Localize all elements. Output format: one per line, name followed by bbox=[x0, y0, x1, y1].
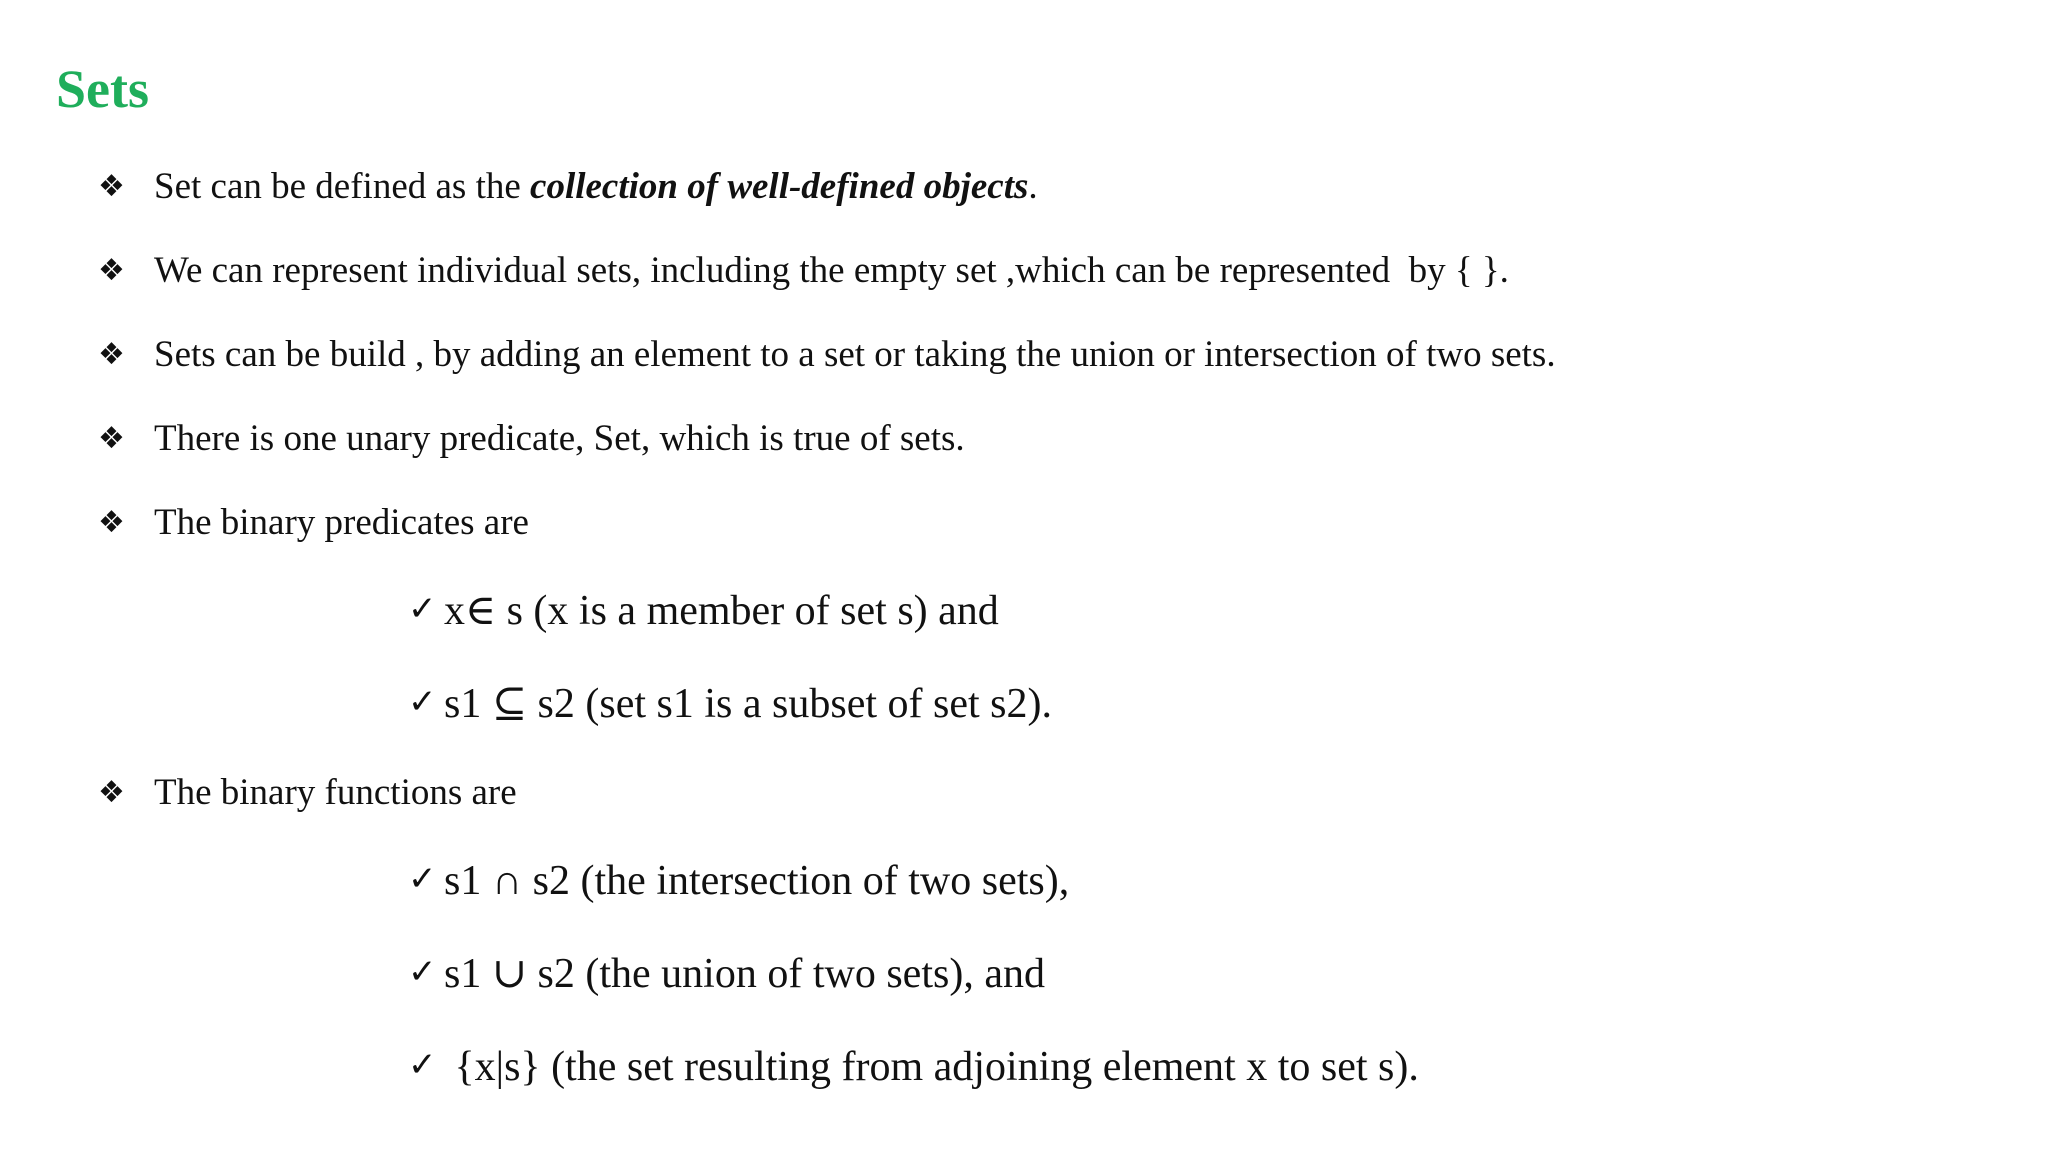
function-text: s1 ∩ s2 (the intersection of two sets), bbox=[444, 858, 1070, 904]
bullet-text: There is one unary predicate, Set, which is true of sets. bbox=[154, 418, 965, 459]
function-text: {x|s} (the set resulting from adjoining element x to set s). bbox=[444, 1044, 1419, 1090]
bullet-text: Set can be defined as the bbox=[154, 166, 531, 207]
diamond-bullet-icon: ❖ bbox=[98, 253, 125, 288]
predicate-text: s1 ⊆ s2 (set s1 is a subset of set s2). bbox=[444, 681, 1052, 727]
bullet-item bbox=[98, 168, 1038, 205]
diamond-bullet-icon: ❖ bbox=[98, 505, 125, 540]
bullet-item bbox=[98, 774, 517, 811]
checkmark-icon: ✓ bbox=[408, 952, 437, 992]
checkmark-icon: ✓ bbox=[408, 1045, 437, 1085]
diamond-bullet-icon: ❖ bbox=[98, 169, 125, 204]
predicate-item bbox=[408, 590, 999, 632]
bullet-text-end: . bbox=[1028, 166, 1038, 207]
checkmark-icon: ✓ bbox=[408, 859, 437, 899]
bullet-item bbox=[98, 336, 1556, 373]
bullet-item bbox=[98, 420, 965, 457]
diamond-bullet-icon: ❖ bbox=[98, 421, 125, 456]
function-item bbox=[408, 860, 1069, 902]
diamond-bullet-icon: ❖ bbox=[98, 337, 125, 372]
function-item bbox=[408, 1046, 1419, 1088]
bullet-item bbox=[98, 504, 529, 541]
diamond-bullet-icon: ❖ bbox=[98, 775, 125, 810]
function-text: s1 ∪ s2 (the union of two sets), and bbox=[444, 951, 1045, 997]
checkmark-icon: ✓ bbox=[408, 682, 437, 722]
predicate-text: x∈ s (x is a member of set s) and bbox=[444, 588, 999, 634]
bullet-text: The binary functions are bbox=[154, 772, 517, 813]
checkmark-icon: ✓ bbox=[408, 589, 437, 629]
bullet-text: The binary predicates are bbox=[154, 502, 529, 543]
bullet-text: Sets can be build , by adding an element to a set or taking the union or intersection of two sets. bbox=[154, 334, 1556, 375]
predicate-item bbox=[408, 683, 1052, 725]
slide-title: Sets bbox=[56, 59, 149, 119]
bullet-item bbox=[98, 252, 1509, 289]
bullet-emphasis: collection of well-defined objects bbox=[530, 166, 1029, 207]
function-item bbox=[408, 953, 1045, 995]
bullet-text: We can represent individual sets, including the empty set ,which can be represented by { }. bbox=[154, 250, 1509, 291]
